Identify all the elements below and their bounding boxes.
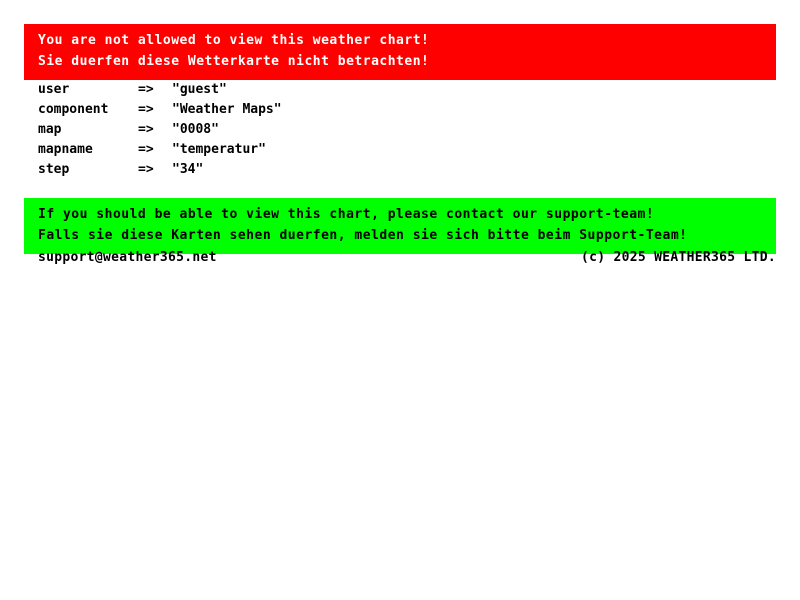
param-arrow-icon: => [138, 82, 154, 97]
parameter-list [38, 80, 282, 180]
table-row [38, 140, 282, 160]
footer [38, 250, 776, 265]
param-value-user: "guest" [172, 82, 227, 97]
param-key-mapname: mapname [38, 142, 93, 157]
param-arrow-icon: => [138, 162, 154, 177]
copyright-text: (c) 2025 WEATHER365 LTD. [580, 250, 776, 265]
table-row [38, 120, 282, 140]
table-row [38, 160, 282, 180]
param-key-user: user [38, 82, 70, 97]
info-banner [24, 198, 776, 254]
param-value-mapname: "temperatur" [172, 142, 266, 157]
param-arrow-icon: => [138, 142, 154, 157]
param-arrow-icon: => [138, 122, 154, 137]
param-value-component: "Weather Maps" [172, 102, 282, 117]
param-key-map: map [38, 122, 62, 137]
error-banner-line-de: Sie duerfen diese Wetterkarte nicht betrachten! [38, 54, 430, 69]
parameter-table [38, 80, 282, 180]
param-key-step: step [38, 162, 70, 177]
param-arrow-icon: => [138, 102, 154, 117]
table-row [38, 100, 282, 120]
param-value-step: "34" [172, 162, 204, 177]
param-value-map: "0008" [172, 122, 219, 137]
support-email-link[interactable]: support@weather365.net [38, 250, 217, 265]
table-row [38, 80, 282, 100]
info-banner-line-en: If you should be able to view this chart, please contact our support-team! [38, 207, 655, 222]
param-key-component: component [38, 102, 109, 117]
error-banner [24, 24, 776, 80]
error-banner-line-en: You are not allowed to view this weather chart! [38, 33, 430, 48]
info-banner-line-de: Falls sie diese Karten sehen duerfen, melden sie sich bitte beim Support-Team! [38, 228, 688, 243]
